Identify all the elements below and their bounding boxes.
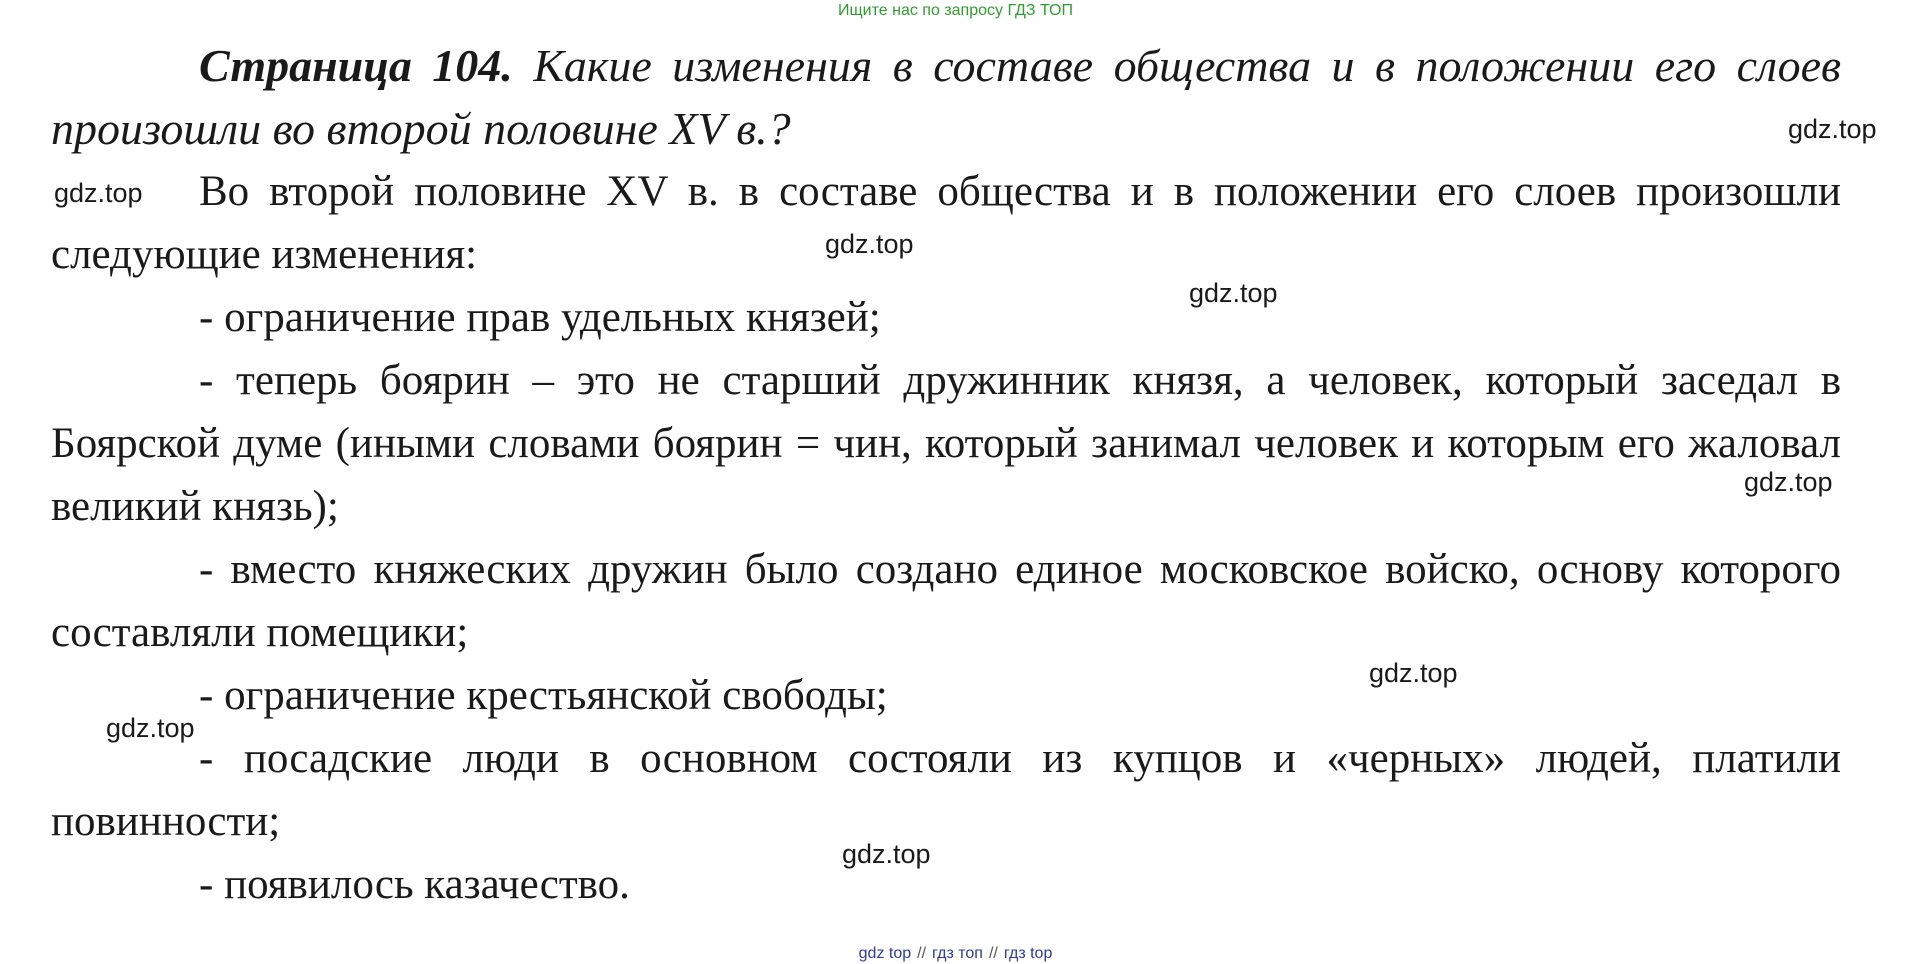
watermark: gdz.top bbox=[842, 839, 931, 869]
watermark: gdz.top bbox=[825, 229, 914, 259]
watermark: gdz.top bbox=[1189, 278, 1278, 308]
watermark: gdz.top bbox=[54, 178, 143, 208]
footer-link[interactable]: гдз top bbox=[1003, 945, 1053, 962]
page-number-label: Страница 104. bbox=[199, 40, 513, 91]
question-text: Какие изменения в составе общества и в положении его слоев произошли во второй половине XV в.? bbox=[51, 40, 1842, 154]
question-title bbox=[51, 34, 1841, 160]
list-item: - вместо княжеских дружин было создано единое московское войско, основу которого составляли помещики; bbox=[51, 546, 1841, 656]
watermark: gdz.top bbox=[1788, 114, 1877, 144]
list-item: - теперь боярин – это не старший дружинник князя, а человек, который заседал в Боярской думе (иными словами боярин = чин, который занимал человек и которым его жаловал великий князь); bbox=[51, 357, 1841, 530]
footer-link[interactable]: gdz top bbox=[858, 945, 912, 962]
footer-link[interactable]: гдз топ bbox=[932, 945, 983, 962]
document-body bbox=[51, 34, 1841, 916]
list-item: - ограничение крестьянской свободы; bbox=[199, 672, 888, 719]
footer-separator: // bbox=[917, 945, 927, 962]
list-item: - ограничение прав удельных князей; bbox=[199, 294, 881, 341]
list-item: - появилось казачество. bbox=[199, 861, 630, 908]
answer-intro: Во второй половине XV в. в составе общества и в положении его слоев произошли следующие изменения: bbox=[51, 168, 1841, 278]
list-item: - посадские люди в основном состояли из купцов и «черных» людей, платили повинности; bbox=[51, 735, 1841, 845]
watermark: gdz.top bbox=[1369, 658, 1458, 688]
top-banner: Ищите нас по запросу ГДЗ ТОП bbox=[838, 2, 1073, 19]
watermark: gdz.top bbox=[106, 713, 195, 743]
footer-links bbox=[0, 944, 1911, 964]
footer-separator: // bbox=[988, 945, 998, 962]
watermark: gdz.top bbox=[1744, 467, 1833, 497]
